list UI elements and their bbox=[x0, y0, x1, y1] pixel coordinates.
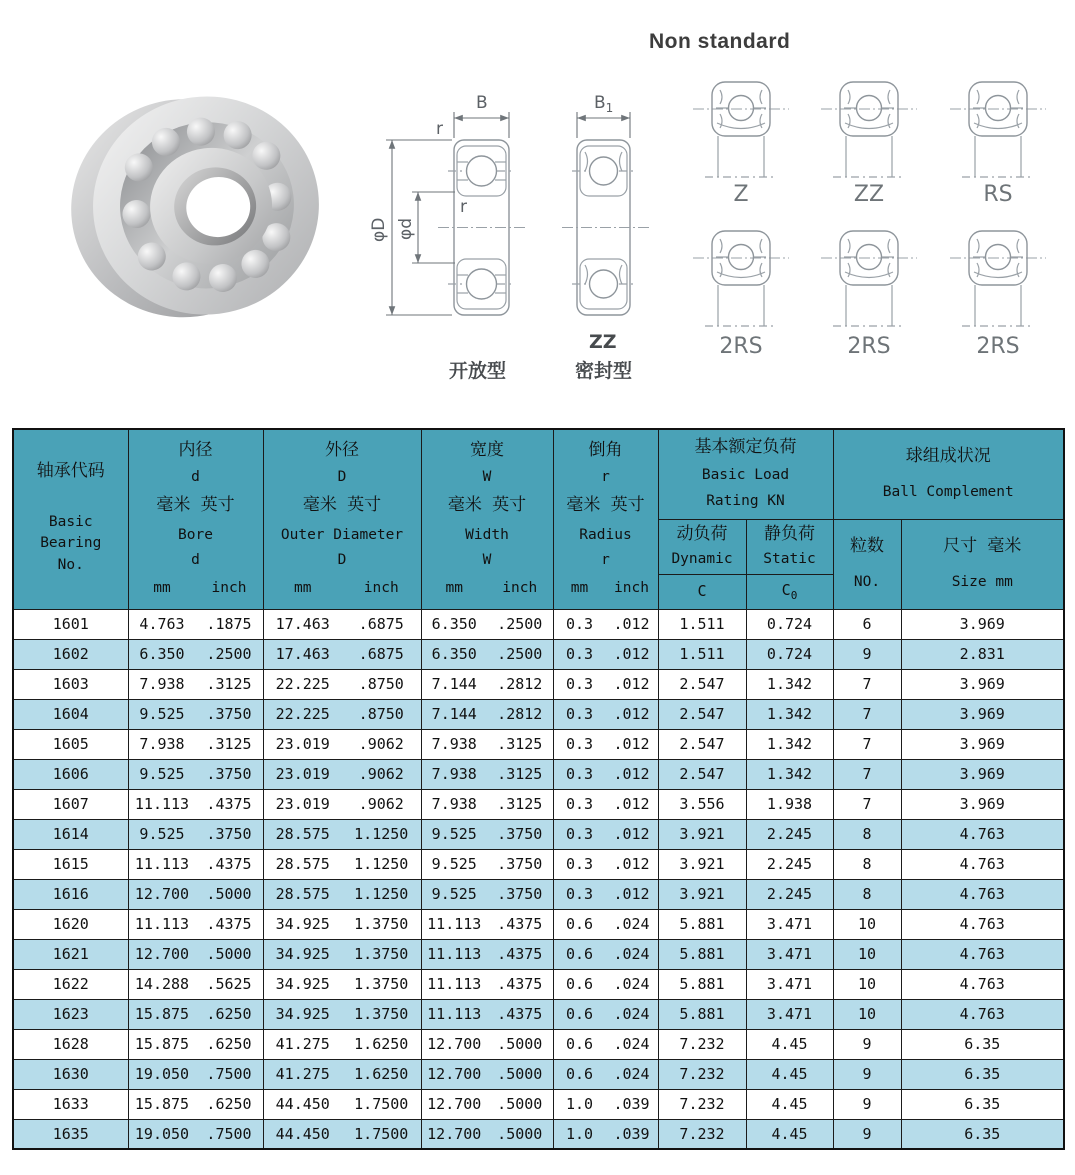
width-cell: 6.350 .2500 bbox=[421, 609, 553, 639]
static-load-cell: 0.724 bbox=[746, 609, 833, 639]
static-load-cell: 4.45 bbox=[746, 1089, 833, 1119]
bearing-diagram-2RS-b bbox=[821, 231, 917, 326]
bearing-no-cell: 1607 bbox=[13, 789, 128, 819]
bearing-no-cell: 1635 bbox=[13, 1119, 128, 1149]
width-cell: 11.113 .4375 bbox=[421, 939, 553, 969]
bearing-no-cell: 1628 bbox=[13, 1029, 128, 1059]
ball-size-cell: 4.763 bbox=[901, 909, 1064, 939]
ball-count-cell: 9 bbox=[833, 1059, 901, 1089]
bearing-no-cell: 1620 bbox=[13, 909, 128, 939]
od-cell: 23.019 .9062 bbox=[263, 759, 421, 789]
dynamic-load-cell: 3.921 bbox=[658, 879, 746, 909]
width-cell: 9.525 .3750 bbox=[421, 849, 553, 879]
static-load-cell: 1.342 bbox=[746, 729, 833, 759]
od-cell: 28.575 1.1250 bbox=[263, 879, 421, 909]
table-row bbox=[13, 969, 1064, 999]
radius-cell: 0.3 .012 bbox=[553, 789, 658, 819]
ball-count-cell: 9 bbox=[833, 1119, 901, 1149]
col-header-radius: 倒角 r 毫米 英寸 Radius r mm inch bbox=[553, 429, 658, 609]
ball-count-cell: 9 bbox=[833, 639, 901, 669]
bore-cell: 15.875 .6250 bbox=[128, 999, 263, 1029]
dim-label-r-top: r bbox=[436, 119, 443, 139]
table-row bbox=[13, 819, 1064, 849]
radius-cell: 1.0 .039 bbox=[553, 1119, 658, 1149]
table-row bbox=[13, 1059, 1064, 1089]
ball-size-cell: 3.969 bbox=[901, 609, 1064, 639]
ball-size-cell: 4.763 bbox=[901, 999, 1064, 1029]
table-row bbox=[13, 1089, 1064, 1119]
width-cell: 12.700 .5000 bbox=[421, 1059, 553, 1089]
ball-count-cell: 6 bbox=[833, 609, 901, 639]
ball-size-cell: 2.831 bbox=[901, 639, 1064, 669]
ball-count-cell: 10 bbox=[833, 969, 901, 999]
table-row bbox=[13, 789, 1064, 819]
ball-size-cell: 6.35 bbox=[901, 1119, 1064, 1149]
col-header-C0: $C_0$ bbox=[746, 574, 833, 609]
sealed-zz-label: ZZ bbox=[589, 331, 617, 353]
table-row bbox=[13, 729, 1064, 759]
radius-cell: 0.3 .012 bbox=[553, 639, 658, 669]
static-load-cell: 1.342 bbox=[746, 699, 833, 729]
radius-cell: 0.6 .024 bbox=[553, 909, 658, 939]
static-load-cell: 1.342 bbox=[746, 669, 833, 699]
bore-cell: 19.050 .7500 bbox=[128, 1119, 263, 1149]
bearing-no-cell: 1603 bbox=[13, 669, 128, 699]
radius-cell: 0.6 .024 bbox=[553, 939, 658, 969]
width-cell: 7.938 .3125 bbox=[421, 759, 553, 789]
variant-label-Z: Z bbox=[733, 182, 749, 207]
cross-section-drawing bbox=[362, 80, 664, 395]
open-type-caption: 开放型 bbox=[449, 360, 507, 382]
table-row bbox=[13, 1119, 1064, 1149]
dynamic-load-cell: 7.232 bbox=[658, 1119, 746, 1149]
static-load-cell: 2.245 bbox=[746, 819, 833, 849]
bearing-photo-art bbox=[66, 60, 338, 352]
table-row bbox=[13, 639, 1064, 669]
bearing-no-cell: 1601 bbox=[13, 609, 128, 639]
dynamic-load-cell: 2.547 bbox=[658, 729, 746, 759]
ball-count-cell: 9 bbox=[833, 1089, 901, 1119]
width-cell: 7.144 .2812 bbox=[421, 699, 553, 729]
col-header-ball-complement: 球组成状况 Ball Complement bbox=[833, 429, 1064, 519]
bearing-no-cell: 1622 bbox=[13, 969, 128, 999]
non-standard-title: Non standard bbox=[649, 30, 791, 53]
col-header-ball-count: 粒数 NO. bbox=[833, 519, 901, 609]
width-cell: 9.525 .3750 bbox=[421, 819, 553, 849]
bore-cell: 7.938 .3125 bbox=[128, 729, 263, 759]
bearing-no-cell: 1616 bbox=[13, 879, 128, 909]
bore-cell: 14.288 .5625 bbox=[128, 969, 263, 999]
static-load-cell: 1.938 bbox=[746, 789, 833, 819]
static-load-cell: 3.471 bbox=[746, 909, 833, 939]
ball-size-cell: 3.969 bbox=[901, 729, 1064, 759]
width-cell: 12.700 .5000 bbox=[421, 1089, 553, 1119]
col-header-load-rating: 基本额定负荷 Basic Load Rating KN bbox=[658, 429, 833, 519]
bearing-no-cell: 1630 bbox=[13, 1059, 128, 1089]
radius-cell: 0.6 .024 bbox=[553, 969, 658, 999]
table-row bbox=[13, 999, 1064, 1029]
bearing-photo bbox=[66, 60, 338, 352]
dynamic-load-cell: 5.881 bbox=[658, 909, 746, 939]
od-cell: 34.925 1.3750 bbox=[263, 999, 421, 1029]
ball-count-cell: 7 bbox=[833, 729, 901, 759]
width-cell: 12.700 .5000 bbox=[421, 1029, 553, 1059]
bearing-diagram-Z bbox=[693, 82, 789, 177]
non-standard-panel bbox=[640, 56, 1075, 381]
dim-label-phid: φd bbox=[396, 217, 416, 240]
bore-cell: 12.700 .5000 bbox=[128, 939, 263, 969]
dim-label-r-inner: r bbox=[460, 197, 467, 217]
bore-cell: 4.763 .1875 bbox=[128, 609, 263, 639]
radius-cell: 0.6 .024 bbox=[553, 1029, 658, 1059]
bearing-no-cell: 1623 bbox=[13, 999, 128, 1029]
od-cell: 22.225 .8750 bbox=[263, 699, 421, 729]
bore-cell: 19.050 .7500 bbox=[128, 1059, 263, 1089]
ball-size-cell: 4.763 bbox=[901, 969, 1064, 999]
variant-label-2RS-c: 2RS bbox=[976, 334, 1020, 359]
table-row bbox=[13, 669, 1064, 699]
bearing-diagram-2RS-a bbox=[693, 231, 789, 326]
ball-count-cell: 7 bbox=[833, 699, 901, 729]
ball-size-cell: 4.763 bbox=[901, 939, 1064, 969]
ball-size-cell: 4.763 bbox=[901, 819, 1064, 849]
col-header-static-load: 静负荷 Static bbox=[746, 519, 833, 574]
bearing-diagram-2RS-c bbox=[950, 231, 1046, 326]
ball-size-cell: 4.763 bbox=[901, 849, 1064, 879]
od-cell: 23.019 .9062 bbox=[263, 789, 421, 819]
width-cell: 7.144 .2812 bbox=[421, 669, 553, 699]
header-zh: 轴承代码 bbox=[36, 460, 105, 481]
col-header-ball-size: 尺寸 毫米 Size mm bbox=[901, 519, 1064, 609]
col-header-width: 宽度 W 毫米 英寸 Width W mm inch bbox=[421, 429, 553, 609]
ball-size-cell: 3.969 bbox=[901, 699, 1064, 729]
radius-cell: 0.3 .012 bbox=[553, 849, 658, 879]
table-row bbox=[13, 1029, 1064, 1059]
od-cell: 34.925 1.3750 bbox=[263, 909, 421, 939]
col-header-C: C bbox=[658, 574, 746, 609]
od-cell: 34.925 1.3750 bbox=[263, 939, 421, 969]
ball-count-cell: 8 bbox=[833, 879, 901, 909]
bearing-no-cell: 1633 bbox=[13, 1089, 128, 1119]
spec-table-body bbox=[13, 609, 1064, 1149]
radius-cell: 0.3 .012 bbox=[553, 879, 658, 909]
ball-count-cell: 7 bbox=[833, 759, 901, 789]
od-cell: 44.450 1.7500 bbox=[263, 1089, 421, 1119]
width-cell: 9.525 .3750 bbox=[421, 879, 553, 909]
ball-size-cell: 6.35 bbox=[901, 1029, 1064, 1059]
bearing-no-cell: 1615 bbox=[13, 849, 128, 879]
width-cell: 11.113 .4375 bbox=[421, 909, 553, 939]
width-cell: 11.113 .4375 bbox=[421, 999, 553, 1029]
variant-label-ZZ: ZZ bbox=[853, 182, 885, 207]
static-load-cell: 4.45 bbox=[746, 1029, 833, 1059]
dynamic-load-cell: 1.511 bbox=[658, 609, 746, 639]
dim-label-B: B bbox=[476, 93, 488, 113]
bearing-no-cell: 1602 bbox=[13, 639, 128, 669]
width-cell: 6.350 .2500 bbox=[421, 639, 553, 669]
bore-cell: 7.938 .3125 bbox=[128, 669, 263, 699]
bore-cell: 9.525 .3750 bbox=[128, 819, 263, 849]
static-load-cell: 3.471 bbox=[746, 999, 833, 1029]
radius-cell: 0.3 .012 bbox=[553, 669, 658, 699]
dynamic-load-cell: 5.881 bbox=[658, 939, 746, 969]
sealed-type-caption: 密封型 bbox=[575, 360, 633, 382]
bearing-no-cell: 1621 bbox=[13, 939, 128, 969]
static-load-cell: 3.471 bbox=[746, 969, 833, 999]
width-cell: 7.938 .3125 bbox=[421, 729, 553, 759]
radius-cell: 0.3 .012 bbox=[553, 759, 658, 789]
bore-cell: 15.875 .6250 bbox=[128, 1089, 263, 1119]
variant-label-2RS-a: 2RS bbox=[719, 334, 763, 359]
static-load-cell: 1.342 bbox=[746, 759, 833, 789]
bore-cell: 15.875 .6250 bbox=[128, 1029, 263, 1059]
static-load-cell: 2.245 bbox=[746, 849, 833, 879]
bore-cell: 9.525 .3750 bbox=[128, 759, 263, 789]
variant-label-2RS-b: 2RS bbox=[847, 334, 891, 359]
col-header-bearing-no bbox=[13, 429, 128, 609]
table-row bbox=[13, 609, 1064, 639]
bearing-no-cell: 1605 bbox=[13, 729, 128, 759]
od-cell: 23.019 .9062 bbox=[263, 729, 421, 759]
ball-count-cell: 8 bbox=[833, 819, 901, 849]
dim-label-phiD: φD bbox=[369, 217, 389, 242]
bore-cell: 9.525 .3750 bbox=[128, 699, 263, 729]
ball-count-cell: 8 bbox=[833, 849, 901, 879]
bearing-diagram-RS bbox=[950, 82, 1046, 177]
ball-size-cell: 4.763 bbox=[901, 879, 1064, 909]
dynamic-load-cell: 2.547 bbox=[658, 759, 746, 789]
radius-cell: 0.3 .012 bbox=[553, 729, 658, 759]
ball-count-cell: 7 bbox=[833, 669, 901, 699]
dynamic-load-cell: 3.921 bbox=[658, 819, 746, 849]
table-row bbox=[13, 939, 1064, 969]
od-cell: 28.575 1.1250 bbox=[263, 849, 421, 879]
dynamic-load-cell: 1.511 bbox=[658, 639, 746, 669]
od-cell: 41.275 1.6250 bbox=[263, 1029, 421, 1059]
ball-count-cell: 10 bbox=[833, 939, 901, 969]
dynamic-load-cell: 7.232 bbox=[658, 1029, 746, 1059]
bearing-no-cell: 1604 bbox=[13, 699, 128, 729]
dim-label-B1: $B_1$ bbox=[594, 93, 614, 115]
bore-cell: 11.113 .4375 bbox=[128, 849, 263, 879]
ball-count-cell: 10 bbox=[833, 909, 901, 939]
table-row bbox=[13, 699, 1064, 729]
bore-cell: 12.700 .5000 bbox=[128, 879, 263, 909]
bearing-no-cell: 1606 bbox=[13, 759, 128, 789]
ball-size-cell: 3.969 bbox=[901, 669, 1064, 699]
dynamic-load-cell: 3.556 bbox=[658, 789, 746, 819]
dynamic-load-cell: 7.232 bbox=[658, 1059, 746, 1089]
bearing-spec-table bbox=[12, 428, 1065, 1150]
static-load-cell: 4.45 bbox=[746, 1119, 833, 1149]
dynamic-load-cell: 2.547 bbox=[658, 699, 746, 729]
od-cell: 34.925 1.3750 bbox=[263, 969, 421, 999]
table-row bbox=[13, 759, 1064, 789]
table-row bbox=[13, 909, 1064, 939]
od-cell: 44.450 1.7500 bbox=[263, 1119, 421, 1149]
od-cell: 17.463 .6875 bbox=[263, 639, 421, 669]
od-cell: 41.275 1.6250 bbox=[263, 1059, 421, 1089]
ball-size-cell: 6.35 bbox=[901, 1059, 1064, 1089]
ball-size-cell: 3.969 bbox=[901, 759, 1064, 789]
bore-cell: 11.113 .4375 bbox=[128, 789, 263, 819]
table-row bbox=[13, 879, 1064, 909]
dynamic-load-cell: 5.881 bbox=[658, 969, 746, 999]
width-cell: 7.938 .3125 bbox=[421, 789, 553, 819]
ball-size-cell: 3.969 bbox=[901, 789, 1064, 819]
radius-cell: 0.6 .024 bbox=[553, 1059, 658, 1089]
dynamic-load-cell: 5.881 bbox=[658, 999, 746, 1029]
od-cell: 17.463 .6875 bbox=[263, 609, 421, 639]
radius-cell: 0.3 .012 bbox=[553, 819, 658, 849]
static-load-cell: 2.245 bbox=[746, 879, 833, 909]
dynamic-load-cell: 2.547 bbox=[658, 669, 746, 699]
radius-cell: 0.6 .024 bbox=[553, 999, 658, 1029]
ball-count-cell: 7 bbox=[833, 789, 901, 819]
col-header-bore: 内径 d 毫米 英寸 Bore d mm inch bbox=[128, 429, 263, 609]
bore-cell: 11.113 .4375 bbox=[128, 909, 263, 939]
variant-label-RS: RS bbox=[983, 182, 1013, 207]
dynamic-load-cell: 7.232 bbox=[658, 1089, 746, 1119]
dynamic-load-cell: 3.921 bbox=[658, 849, 746, 879]
radius-cell: 1.0 .039 bbox=[553, 1089, 658, 1119]
ball-size-cell: 6.35 bbox=[901, 1089, 1064, 1119]
ball-count-cell: 10 bbox=[833, 999, 901, 1029]
od-cell: 28.575 1.1250 bbox=[263, 819, 421, 849]
header-en: Basic Bearing No. bbox=[40, 513, 102, 574]
bore-cell: 6.350 .2500 bbox=[128, 639, 263, 669]
radius-cell: 0.3 .012 bbox=[553, 609, 658, 639]
static-load-cell: 3.471 bbox=[746, 939, 833, 969]
bearing-no-cell: 1614 bbox=[13, 819, 128, 849]
width-cell: 11.113 .4375 bbox=[421, 969, 553, 999]
width-cell: 12.700 .5000 bbox=[421, 1119, 553, 1149]
od-cell: 22.225 .8750 bbox=[263, 669, 421, 699]
ball-count-cell: 9 bbox=[833, 1029, 901, 1059]
bearing-diagram-ZZ bbox=[821, 82, 917, 177]
col-header-dynamic-load: 动负荷 Dynamic bbox=[658, 519, 746, 574]
table-row bbox=[13, 849, 1064, 879]
static-load-cell: 4.45 bbox=[746, 1059, 833, 1089]
static-load-cell: 0.724 bbox=[746, 639, 833, 669]
radius-cell: 0.3 .012 bbox=[553, 699, 658, 729]
col-header-outer-diameter: 外径 D 毫米 英寸 Outer Diameter D mm inch bbox=[263, 429, 421, 609]
